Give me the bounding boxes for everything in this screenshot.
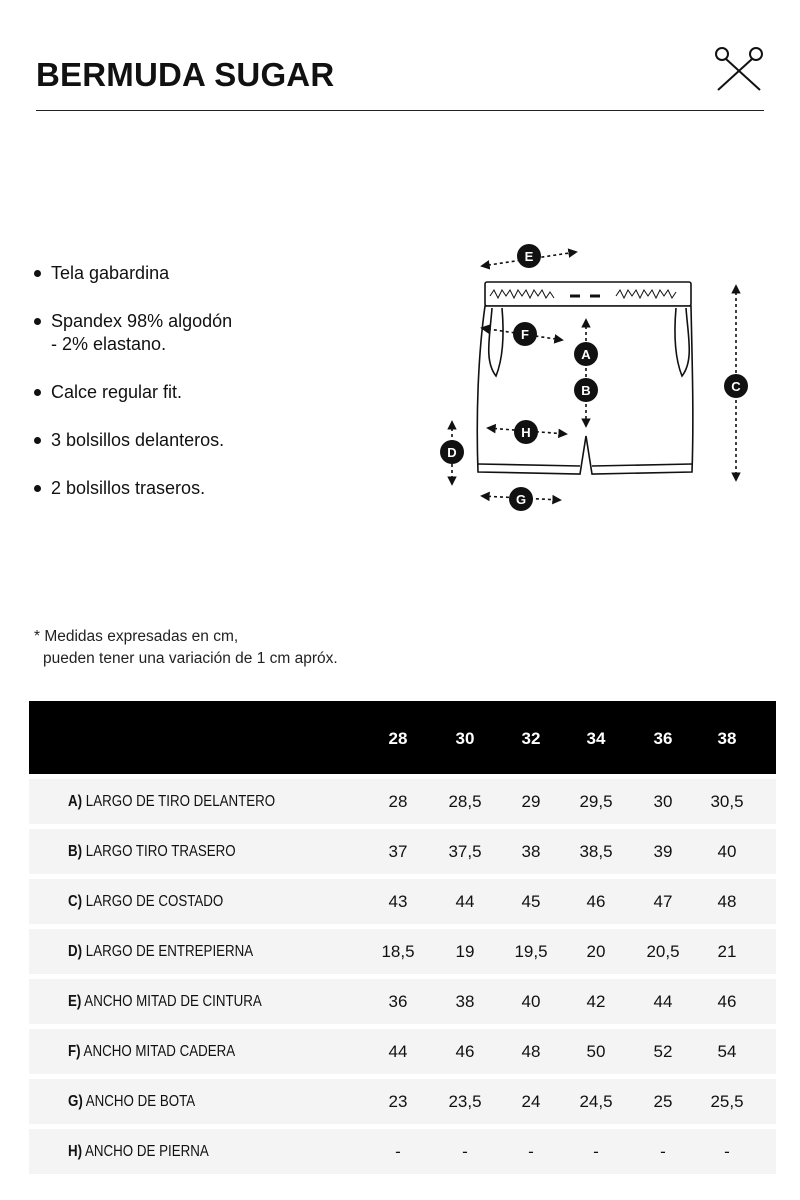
table-cell: 30,5 bbox=[710, 792, 744, 811]
table-cell: 54 bbox=[717, 1042, 737, 1061]
table-cell: - bbox=[593, 1142, 599, 1161]
marker-b bbox=[574, 378, 598, 402]
table-cell: 24 bbox=[521, 1092, 541, 1111]
svg-text:A: A bbox=[581, 347, 591, 362]
table-row bbox=[29, 929, 776, 974]
table-cell: 19 bbox=[455, 942, 475, 961]
shorts-measurement-diagram bbox=[430, 236, 760, 526]
bullet-icon bbox=[34, 270, 41, 277]
table-row bbox=[29, 1129, 776, 1174]
table-cell: 23 bbox=[388, 1092, 408, 1111]
table-row bbox=[29, 1029, 776, 1074]
row-label: E) ANCHO MITAD DE CINTURA bbox=[68, 993, 262, 1010]
table-header bbox=[29, 701, 776, 774]
table-cell: 28 bbox=[388, 792, 408, 811]
table-cell: 50 bbox=[586, 1042, 606, 1061]
table-cell: 42 bbox=[586, 992, 606, 1011]
table-cell: 40 bbox=[717, 842, 737, 861]
table-row bbox=[29, 779, 776, 824]
table-cell: 23,5 bbox=[448, 1092, 482, 1111]
feature-item: 2 bolsillos traseros. bbox=[34, 477, 374, 500]
marker-f bbox=[513, 322, 537, 346]
marker-a bbox=[574, 342, 598, 366]
table-cell: 19,5 bbox=[514, 942, 548, 961]
table-cell: 39 bbox=[653, 842, 673, 861]
shorts-outline bbox=[477, 282, 693, 474]
table-cell: 48 bbox=[521, 1042, 541, 1061]
bullet-icon bbox=[34, 389, 41, 396]
table-cell: - bbox=[660, 1142, 666, 1161]
marker-h bbox=[514, 420, 538, 444]
table-cell: 20,5 bbox=[646, 942, 680, 961]
svg-text:B: B bbox=[581, 383, 591, 398]
table-cell: 43 bbox=[388, 892, 408, 911]
table-cell: 45 bbox=[521, 892, 541, 911]
table-cell: 25 bbox=[653, 1092, 673, 1111]
table-cell: 46 bbox=[717, 992, 737, 1011]
marker-e bbox=[517, 244, 541, 268]
table-row bbox=[29, 979, 776, 1024]
table-cell: 38 bbox=[521, 842, 541, 861]
row-label: H) ANCHO DE PIERNA bbox=[68, 1143, 209, 1160]
svg-text:H: H bbox=[521, 425, 531, 440]
table-row bbox=[29, 1079, 776, 1124]
svg-text:G: G bbox=[515, 492, 527, 507]
size-header: 38 bbox=[717, 729, 737, 748]
table-cell: 38 bbox=[455, 992, 475, 1011]
table-cell: 28,5 bbox=[448, 792, 482, 811]
header-divider bbox=[36, 110, 764, 111]
feature-item: Tela gabardina bbox=[34, 262, 374, 285]
table-cell: 29,5 bbox=[579, 792, 613, 811]
row-label: D) LARGO DE ENTREPIERNA bbox=[68, 943, 254, 960]
svg-text:C: C bbox=[731, 379, 741, 394]
size-header: 30 bbox=[455, 729, 475, 748]
table-cell: 20 bbox=[586, 942, 606, 961]
table-cell: 52 bbox=[653, 1042, 673, 1061]
feature-item: Spandex 98% algodón - 2% elastano. bbox=[34, 310, 374, 356]
table-cell: 24,5 bbox=[579, 1092, 613, 1111]
table-cell: 30 bbox=[653, 792, 673, 811]
table-cell: 38,5 bbox=[579, 842, 613, 861]
marker-g bbox=[509, 487, 533, 511]
row-label: B) LARGO TIRO TRASERO bbox=[68, 843, 236, 860]
marker-d bbox=[440, 440, 464, 464]
size-header: 36 bbox=[653, 729, 673, 748]
page-title: BERMUDA SUGAR bbox=[36, 56, 335, 93]
row-label: F) ANCHO MITAD CADERA bbox=[68, 1043, 236, 1060]
measurement-note bbox=[34, 626, 338, 670]
svg-text:D: D bbox=[447, 445, 457, 460]
table-cell: 36 bbox=[388, 992, 408, 1011]
svg-text:F: F bbox=[521, 327, 529, 342]
table-cell: 40 bbox=[521, 992, 541, 1011]
size-header: 34 bbox=[586, 729, 606, 748]
table-cell: 18,5 bbox=[381, 942, 415, 961]
table-cell: 44 bbox=[455, 892, 475, 911]
table-cell: 44 bbox=[388, 1042, 408, 1061]
table-cell: 46 bbox=[455, 1042, 475, 1061]
size-header: 28 bbox=[388, 729, 408, 748]
bullet-icon bbox=[34, 437, 41, 444]
table-cell: 48 bbox=[717, 892, 737, 911]
size-header: 32 bbox=[521, 729, 541, 748]
feature-item: 3 bolsillos delanteros. bbox=[34, 429, 374, 452]
feature-item: Calce regular fit. bbox=[34, 381, 374, 404]
note-line: pueden tener una variación de 1 cm apróx. bbox=[43, 650, 338, 667]
table-cell: - bbox=[724, 1142, 730, 1161]
row-label: G) ANCHO DE BOTA bbox=[68, 1093, 196, 1110]
table-cell: 21 bbox=[717, 942, 737, 961]
row-label: A) LARGO DE TIRO DELANTERO bbox=[68, 793, 276, 810]
svg-text:E: E bbox=[524, 249, 534, 264]
table-cell: 37,5 bbox=[448, 842, 482, 861]
table-cell: 29 bbox=[521, 792, 541, 811]
table-cell: 47 bbox=[653, 892, 673, 911]
table-cell: 46 bbox=[586, 892, 606, 911]
table-row bbox=[29, 829, 776, 874]
table-cell: - bbox=[528, 1142, 534, 1161]
table-row bbox=[29, 879, 776, 924]
note-line: * Medidas expresadas en cm, bbox=[34, 628, 239, 645]
table-cell: - bbox=[462, 1142, 468, 1161]
scissors-icon bbox=[712, 44, 766, 94]
table-cell: 44 bbox=[653, 992, 673, 1011]
row-label: C) LARGO DE COSTADO bbox=[68, 893, 224, 910]
size-table bbox=[29, 701, 776, 1174]
bullet-icon bbox=[34, 485, 41, 492]
table-cell: 37 bbox=[388, 842, 408, 861]
feature-list bbox=[34, 262, 374, 525]
marker-c bbox=[724, 374, 748, 398]
table-cell: - bbox=[395, 1142, 401, 1161]
bullet-icon bbox=[34, 318, 41, 325]
table-cell: 25,5 bbox=[710, 1092, 744, 1111]
